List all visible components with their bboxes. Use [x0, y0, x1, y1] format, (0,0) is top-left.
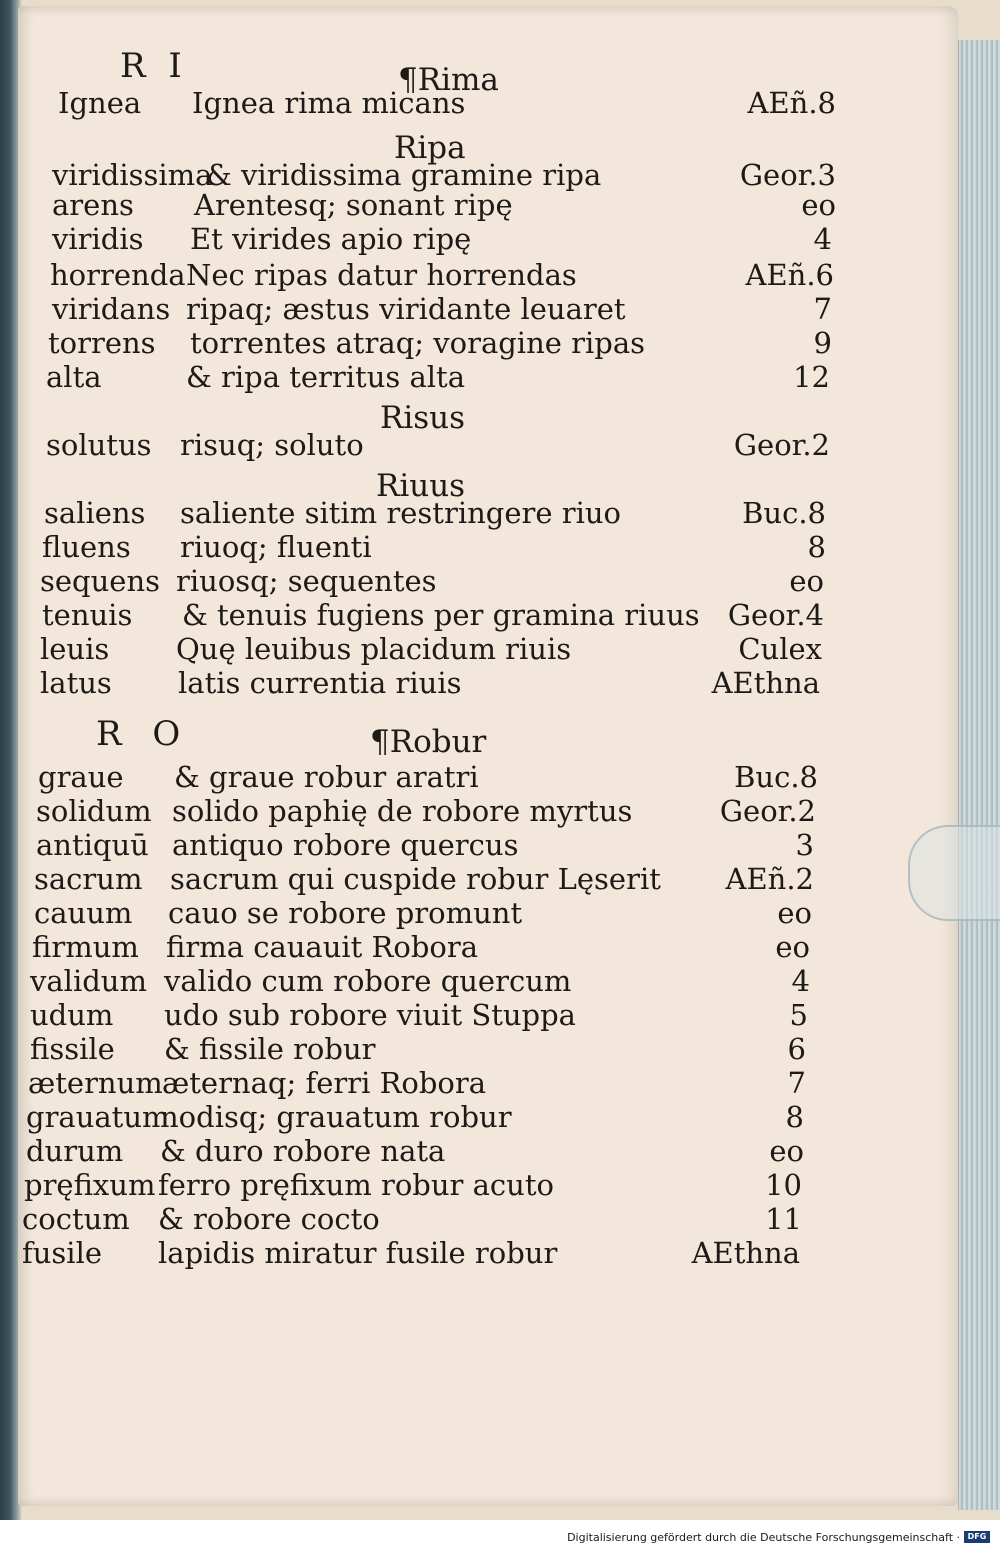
entry-reference: 12 [793, 360, 830, 394]
entry-reference: Buc.8 [734, 760, 818, 794]
entry-keyword: solutus [46, 428, 152, 462]
entry-keyword: viridans [52, 292, 171, 326]
entry-keyword: horrenda [50, 258, 186, 292]
entry-keyword: validum [30, 964, 147, 998]
entry-keyword: Ignea [58, 86, 142, 120]
entry-quotation: latis currentia riuis [178, 666, 462, 700]
entry-quotation: Nec ripas datur horrendas [186, 258, 577, 292]
entry-reference: Geor.2 [719, 794, 816, 828]
entry-keyword: arens [52, 188, 134, 222]
entry-row [0, 1100, 1000, 1134]
entry-keyword: coctum [22, 1202, 130, 1236]
entry-quotation: lapidis miratur fusile robur [158, 1236, 558, 1270]
entry-quotation: Et virides apio ripę [190, 222, 472, 256]
entry-keyword: durum [26, 1134, 124, 1168]
entry-row [0, 598, 1000, 632]
entry-quotation: Ignea rima micans [192, 86, 466, 120]
section-heading: ¶Robur [370, 724, 487, 760]
entry-quotation: udo sub robore viuit Stuppa [164, 998, 576, 1032]
entry-row [0, 828, 1000, 862]
entry-keyword: torrens [48, 326, 156, 360]
entry-reference: 9 [813, 326, 832, 360]
entry-reference: 8 [785, 1100, 804, 1134]
entry-row [0, 428, 1000, 462]
entry-quotation: riuoq; fluenti [180, 530, 372, 564]
entry-row [0, 496, 1000, 530]
entry-row [0, 86, 1000, 120]
entry-reference: Geor.4 [727, 598, 824, 632]
entry-reference: 4 [813, 222, 832, 256]
section-heading: Risus [380, 400, 466, 436]
entry-keyword: tenuis [42, 598, 133, 632]
entry-keyword: fissile [30, 1032, 115, 1066]
entry-row [0, 360, 1000, 394]
entry-keyword: firmum [32, 930, 139, 964]
entry-reference: 8 [807, 530, 826, 564]
entry-reference: Geor.2 [733, 428, 830, 462]
entry-keyword: cauum [34, 896, 133, 930]
entry-reference: eo [769, 1134, 804, 1168]
entry-keyword: sacrum [34, 862, 143, 896]
entry-row [0, 1134, 1000, 1168]
entry-row [0, 222, 1000, 256]
page-header-letters: R I [120, 46, 188, 86]
entry-quotation: Arentesq; sonant ripę [194, 188, 513, 222]
entry-row [0, 632, 1000, 666]
entry-row [0, 1168, 1000, 1202]
entry-reference: 6 [787, 1032, 806, 1066]
entry-row [0, 1202, 1000, 1236]
entry-row [0, 666, 1000, 700]
entry-row [0, 794, 1000, 828]
entry-keyword: sequens [40, 564, 161, 598]
footer-credit: Digitalisierung gefördert durch die Deutsche Forschungsgemeinschaft · [567, 1531, 960, 1544]
entry-reference: Buc.8 [742, 496, 826, 530]
entry-reference: AEñ.8 [747, 86, 836, 120]
entry-quotation: valido cum robore quercum [164, 964, 572, 998]
entry-row [0, 564, 1000, 598]
entry-quotation: & fissile robur [164, 1032, 376, 1066]
entry-row [0, 326, 1000, 360]
entry-quotation: nodisq; grauatum robur [160, 1100, 512, 1134]
entry-keyword: pręfixum [24, 1168, 156, 1202]
entry-quotation: & duro robore nata [160, 1134, 446, 1168]
entry-keyword: æternum [28, 1066, 163, 1100]
entry-row [0, 188, 1000, 222]
entry-row [0, 930, 1000, 964]
entry-reference: AEñ.6 [745, 258, 834, 292]
entry-quotation: ferro pręfixum robur acuto [158, 1168, 554, 1202]
entry-row [0, 292, 1000, 326]
entry-quotation: saliente sitim restringere riuo [180, 496, 622, 530]
entry-keyword: leuis [40, 632, 110, 666]
entry-reference: AEñ.2 [725, 862, 814, 896]
section-letters-ro: R O [96, 714, 191, 754]
entry-reference: 7 [813, 292, 832, 326]
entry-keyword: grauatum [26, 1100, 170, 1134]
entry-keyword: fluens [42, 530, 131, 564]
entry-reference: AEthna [691, 1236, 800, 1270]
entry-keyword: graue [38, 760, 124, 794]
entry-reference: 10 [765, 1168, 802, 1202]
entry-quotation: riuosq; sequentes [176, 564, 437, 598]
section-heading: Riuus [376, 468, 466, 504]
entry-quotation: antiquo robore quercus [172, 828, 519, 862]
entry-row [0, 530, 1000, 564]
entry-keyword: udum [30, 998, 114, 1032]
entry-row [0, 760, 1000, 794]
entry-row [0, 1066, 1000, 1100]
entry-row [0, 1236, 1000, 1270]
entry-quotation: & ripa territus alta [186, 360, 465, 394]
entry-keyword: saliens [44, 496, 146, 530]
entry-reference: 11 [765, 1202, 802, 1236]
entry-quotation: sacrum qui cuspide robur Lęserit [170, 862, 661, 896]
entry-row [0, 1032, 1000, 1066]
entry-reference: 4 [791, 964, 810, 998]
entry-quotation: & tenuis fugiens per gramina riuus [182, 598, 700, 632]
entry-quotation: Quę leuibus placidum riuis [176, 632, 572, 666]
entry-keyword: antiquū [36, 828, 149, 862]
entry-reference: eo [775, 930, 810, 964]
entry-keyword: alta [46, 360, 102, 394]
entry-keyword: viridissima [52, 158, 213, 192]
entry-reference: AEthna [711, 666, 820, 700]
entry-row [0, 964, 1000, 998]
entry-quotation: ripaq; æstus viridante leuaret [186, 292, 626, 326]
entry-keyword: fusile [22, 1236, 103, 1270]
entry-reference: eo [789, 564, 824, 598]
entry-reference: 5 [789, 998, 808, 1032]
entry-quotation: æternaq; ferri Robora [162, 1066, 487, 1100]
entry-keyword: solidum [36, 794, 152, 828]
entry-reference: Culex [738, 632, 822, 666]
entry-quotation: firma cauauit Robora [166, 930, 479, 964]
section-heading: Ripa [394, 130, 466, 166]
entry-keyword: viridis [52, 222, 144, 256]
entry-row [0, 158, 1000, 192]
entry-quotation: cauo se robore promunt [168, 896, 523, 930]
entry-quotation: & graue robur aratri [174, 760, 479, 794]
entry-quotation: torrentes atraq; voragine ripas [190, 326, 646, 360]
entry-keyword: latus [40, 666, 112, 700]
entry-quotation: risuq; soluto [180, 428, 364, 462]
entry-reference: 7 [787, 1066, 806, 1100]
entry-reference: 3 [795, 828, 814, 862]
entry-reference: eo [777, 896, 812, 930]
entry-quotation: & viridissima gramine ripa [206, 158, 602, 192]
entry-row [0, 998, 1000, 1032]
entry-reference: eo [801, 188, 836, 222]
entry-quotation: solido paphię de robore myrtus [172, 794, 633, 828]
entry-row [0, 862, 1000, 896]
entry-quotation: & robore cocto [158, 1202, 380, 1236]
entry-row [0, 258, 1000, 292]
section-heading: ¶Rima [398, 62, 499, 98]
entry-reference: Geor.3 [739, 158, 836, 192]
entry-row [0, 896, 1000, 930]
dfg-logo-icon: DFG [964, 1531, 990, 1543]
